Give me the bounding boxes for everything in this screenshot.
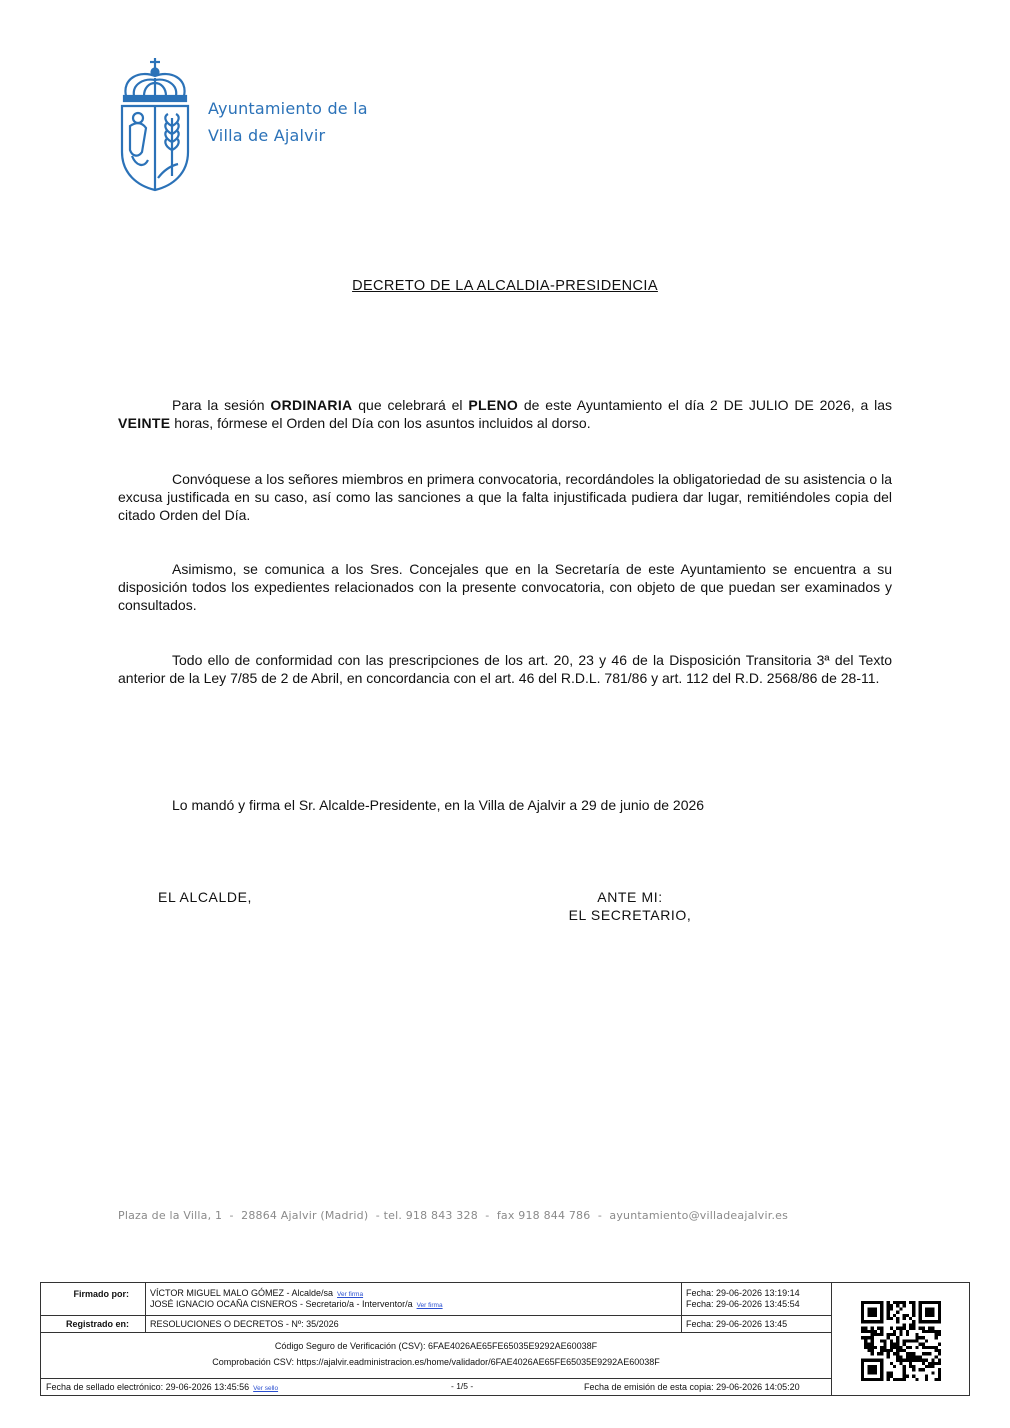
paragraph-text: Convóquese a los señores miembros en primera convocatoria, recordándoles la obligatoriedad de su asistencia o la excusa justificada en su caso, así como las sanciones a que la falta injustificada pudiera dar lugar, remitiéndoles copia del citado Orden del Día. xyxy=(118,471,892,523)
text-segment: que celebrará el xyxy=(352,397,469,413)
paragraph-convocatoria xyxy=(118,396,892,432)
paragraph-text: Asimismo, se comunica a los Sres. Concejales que en la Secretaría de este Ayuntamiento se encuentra a su disposición todos los expedientes relacionados con la presente convocatoria, con objeto de que puedan ser examinados y consultados. xyxy=(118,561,892,613)
registered-value: RESOLUCIONES O DECRETOS - Nº: 35/2026 xyxy=(150,1319,339,1329)
signer-2-name: JOSÉ IGNACIO OCAÑA CISNEROS - Secretario/a - Interventor/a xyxy=(150,1299,413,1309)
signature-ante-mi: ANTE MI: xyxy=(597,889,663,905)
session-type: ORDINARIA xyxy=(270,397,353,413)
signed-by-label: Firmado por: xyxy=(73,1289,129,1299)
divider xyxy=(41,1378,831,1379)
divider xyxy=(145,1283,146,1332)
coat-of-arms-icon xyxy=(118,56,192,192)
footer-address: Plaza de la Villa, 1 - 28864 Ajalvir (Madrid) - tel. 918 843 328 - fax 918 844 786 - ayuntamiento@villadeajalvir.es xyxy=(118,1209,789,1222)
signature-secretary: EL SECRETARIO, xyxy=(568,907,692,923)
text-segment: Para la sesión xyxy=(172,397,271,413)
divider xyxy=(681,1283,682,1332)
paragraph-signature-statement xyxy=(118,796,892,814)
divider xyxy=(831,1283,832,1395)
page-number: - 1/5 - xyxy=(451,1381,474,1391)
qr-code-icon[interactable] xyxy=(861,1301,941,1381)
org-name-line1: Ayuntamiento de la xyxy=(208,99,368,118)
paragraph-text: Lo mandó y firma el Sr. Alcalde-Presidente, en la Villa de Ajalvir a 29 de junio de 2026 xyxy=(172,797,705,813)
text-segment: de este Ayuntamiento el día 2 DE JULIO DE 2026, a las xyxy=(518,397,892,413)
copy-issue-date: Fecha de emisión de esta copia: 29-06-2026 14:05:20 xyxy=(584,1382,800,1392)
seal-date xyxy=(46,1382,278,1394)
session-hour: VEINTE xyxy=(118,415,171,431)
org-name-line2: Villa de Ajalvir xyxy=(208,126,326,145)
signer-2 xyxy=(150,1299,443,1311)
csv-code: Código Seguro de Verificación (CSV): 6FAE4026AE65FE65035E9292AE60038F xyxy=(274,1341,598,1351)
divider xyxy=(41,1332,831,1333)
text-segment: horas, fórmese el Orden del Día con los asuntos incluidos al dorso. xyxy=(170,415,591,431)
paragraph-legal-basis xyxy=(118,651,892,687)
signer-1-name: VÍCTOR MIGUEL MALO GÓMEZ - Alcalde/sa xyxy=(150,1288,334,1298)
verification-box xyxy=(40,1282,970,1396)
paragraph-text: Todo ello de conformidad con las prescripciones de los art. 20, 23 y 46 de la Disposición Transitoria 3ª del Texto anterior de la Ley 7/85 de 2 de Abril, en concordancia con el art. 46 del R.D.L. 781/86 y art. 112 del R.D. 2568/86 de 28-11. xyxy=(118,652,892,686)
registered-label: Registrado en: xyxy=(65,1319,129,1329)
seal-date-text: Fecha de sellado electrónico: 29-06-2026 13:45:56 xyxy=(46,1382,250,1392)
registered-date: Fecha: 29-06-2026 13:45 xyxy=(686,1319,788,1329)
divider xyxy=(41,1315,831,1316)
signer-1-date: Fecha: 29-06-2026 13:19:14 xyxy=(686,1288,800,1298)
body-name: PLENO xyxy=(468,397,519,413)
signature-mayor: EL ALCALDE, xyxy=(158,889,253,905)
verify-signature-link-1[interactable]: Ver firma xyxy=(337,1291,364,1298)
verify-signature-link-2[interactable]: Ver firma xyxy=(416,1302,443,1309)
document-title: DECRETO DE LA ALCALDIA-PRESIDENCIA xyxy=(352,278,658,294)
paragraph-expedientes xyxy=(118,560,892,614)
signer-2-date: Fecha: 29-06-2026 13:45:54 xyxy=(686,1299,800,1309)
csv-check-url[interactable]: Comprobación CSV: https://ajalvir.eadministracion.es/home/validador/6FAE4026AE65FE65035E9292AE60038F xyxy=(212,1357,660,1367)
paragraph-convocatoria-miembros xyxy=(118,470,892,524)
verify-seal-link[interactable]: Ver sello xyxy=(253,1385,279,1392)
